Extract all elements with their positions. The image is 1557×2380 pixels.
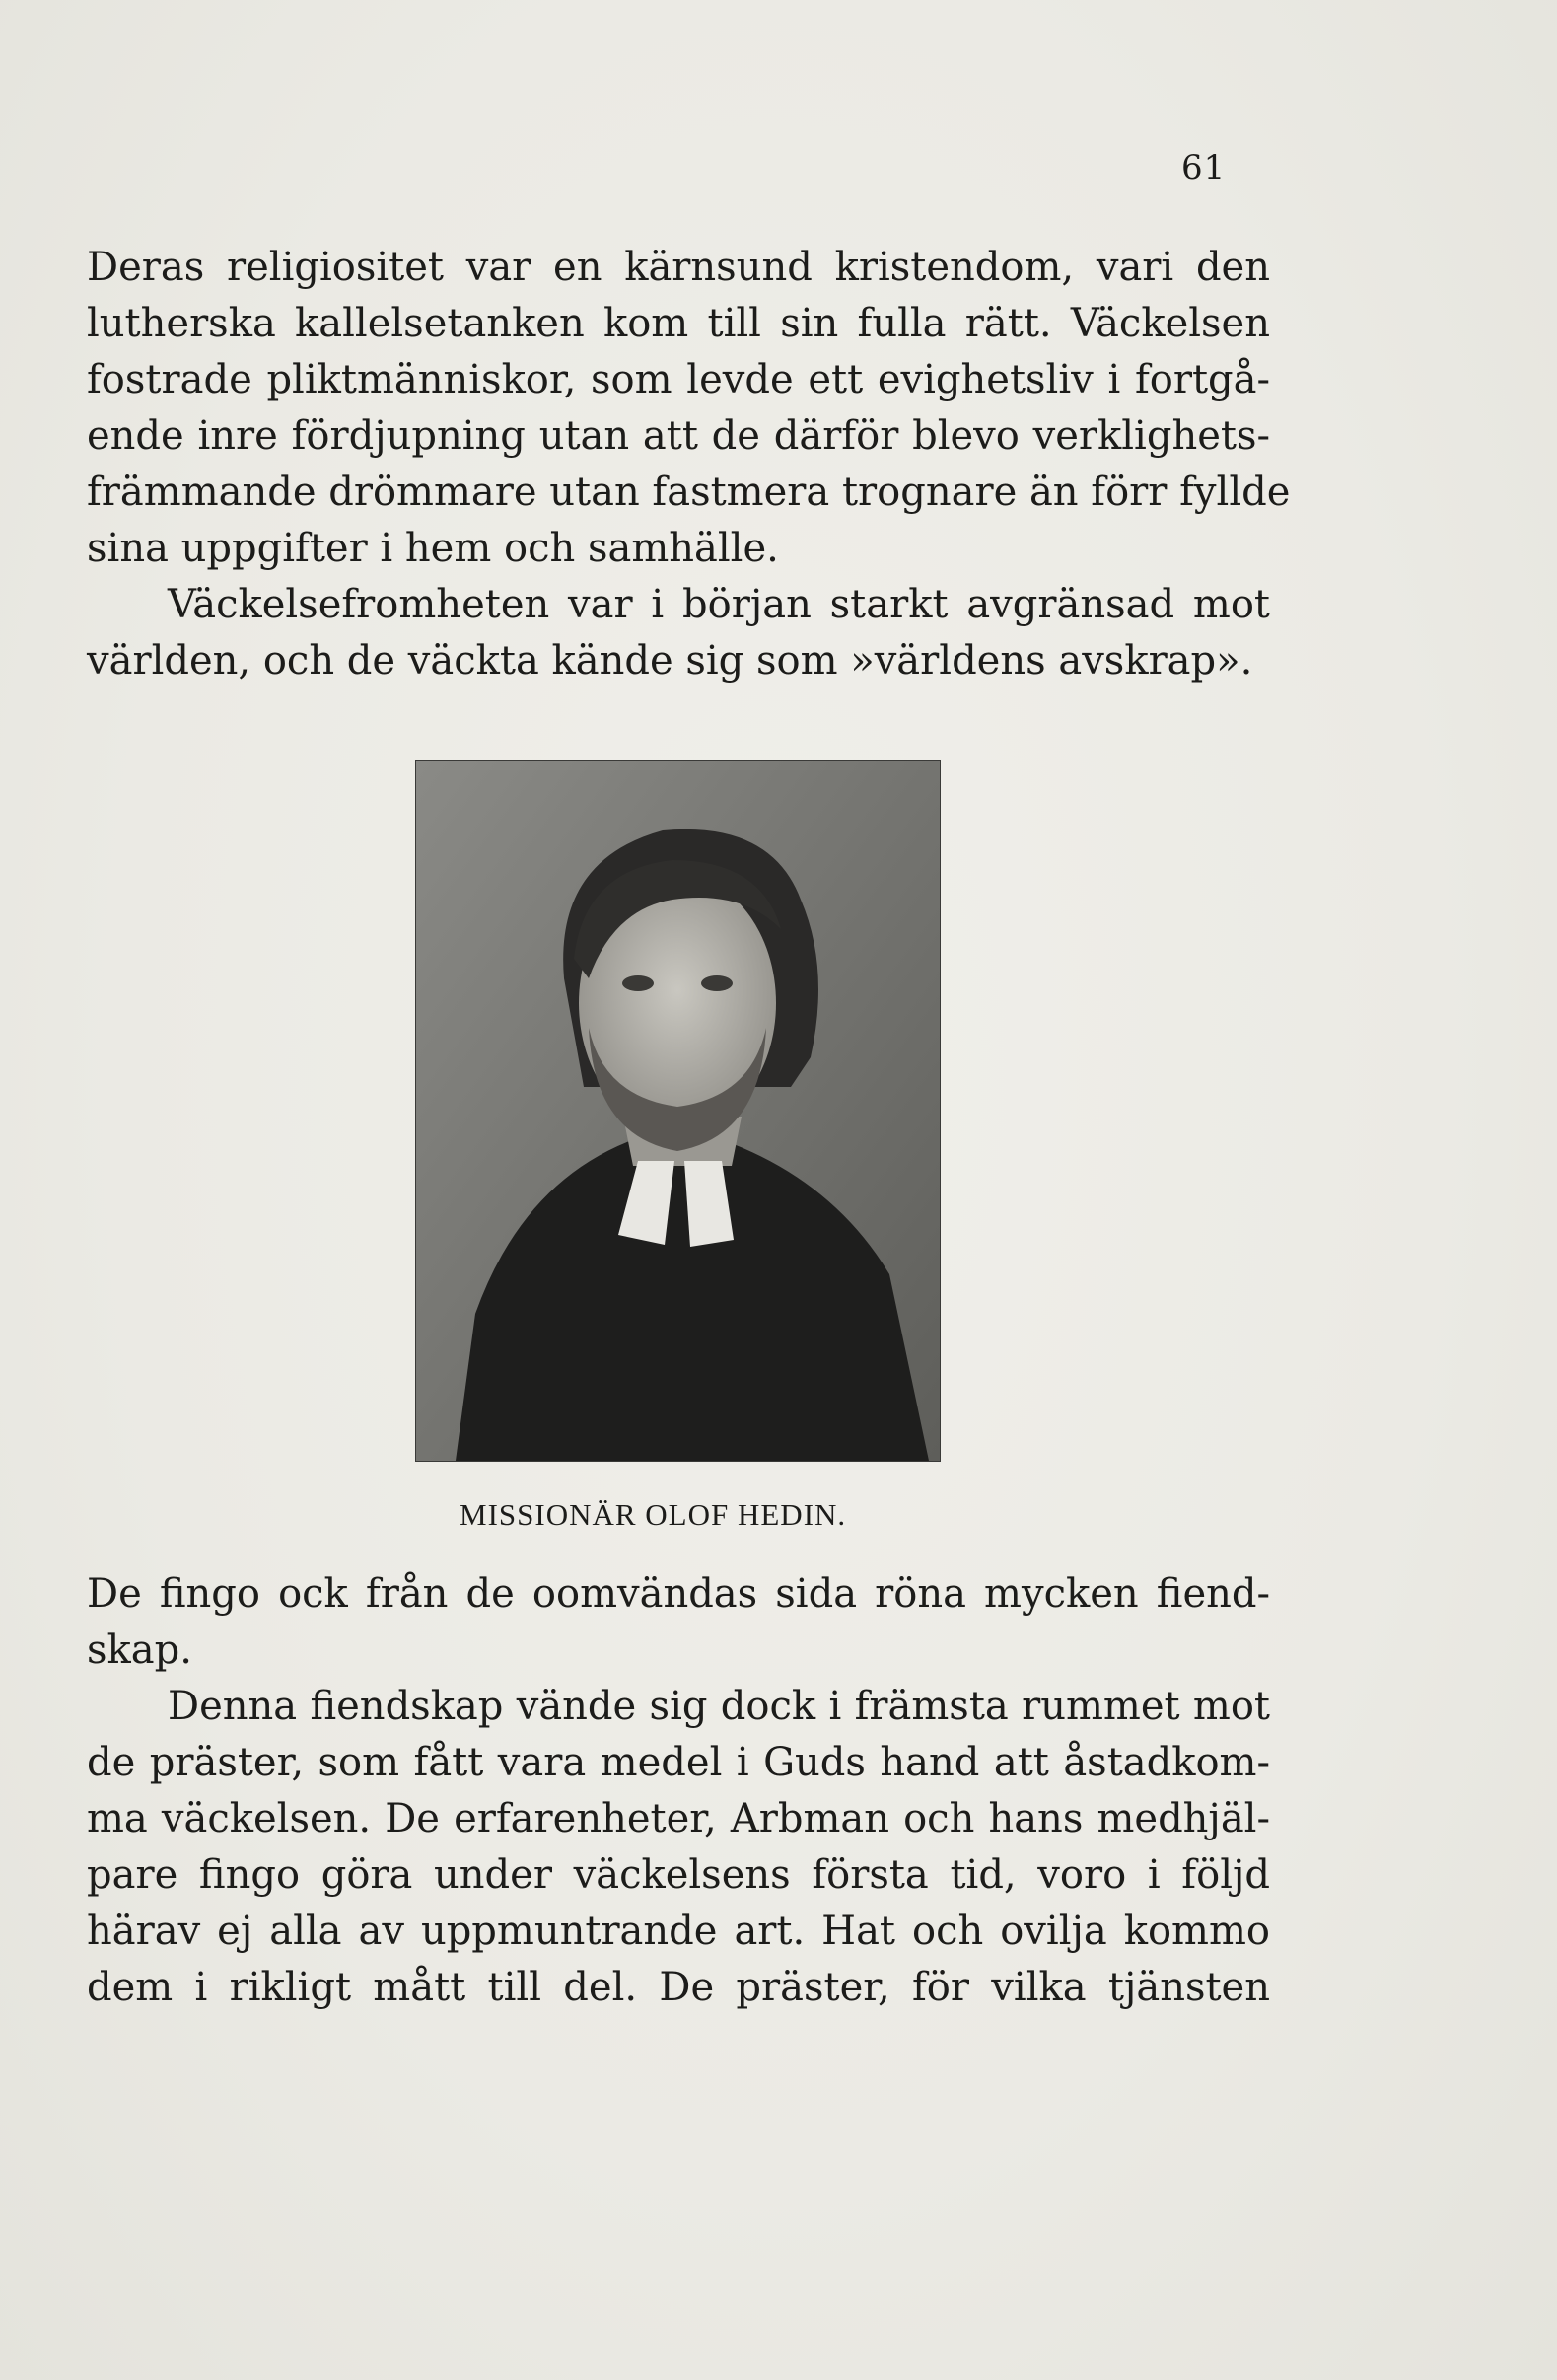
text-line: lutherska kallelsetanken kom till sin fulla rätt. Väckelsen xyxy=(87,301,1270,346)
paragraph-1 xyxy=(87,240,1291,689)
text-line: Väckelsefromheten var i början starkt avgränsad mot xyxy=(168,582,1270,627)
paragraph-2 xyxy=(87,1566,1270,2016)
text-line: pare fingo göra under väckelsens första tid, voro i följd xyxy=(87,1852,1270,1898)
portrait-photo xyxy=(415,760,941,1462)
text-line: världen, och de väckta kände sig som »världens avskrap». xyxy=(87,638,1253,684)
text-line: sina uppgifter i hem och samhälle. xyxy=(87,526,779,571)
text-line: främmande drömmare utan fastmera trognare än förr fyllde xyxy=(87,469,1291,515)
text-line: ma väckelsen. De erfarenheter, Arbman och hans medhjäl- xyxy=(87,1796,1270,1841)
text-line: Denna fiendskap vände sig dock i främsta rummet mot xyxy=(168,1684,1270,1729)
text-line: De fingo ock från de oomvändas sida röna mycken fiend- xyxy=(87,1571,1270,1617)
text-line: de präster, som fått vara medel i Guds hand att åstadkom- xyxy=(87,1740,1270,1785)
text-line: dem i rikligt mått till del. De präster, för vilka tjänsten xyxy=(87,1965,1270,2010)
text-line: härav ej alla av uppmuntrande art. Hat och ovilja kommo xyxy=(87,1909,1270,1954)
text-line: ende inre fördjupning utan att de därför blevo verklighets- xyxy=(87,413,1270,459)
page-number: 61 xyxy=(1181,148,1227,187)
photo-caption: MISSIONÄR OLOF HEDIN. xyxy=(460,1497,847,1532)
text-line: fostrade pliktmänniskor, som levde ett evighetsliv i fortgå- xyxy=(87,357,1270,402)
text-line: skap. xyxy=(87,1627,192,1673)
portrait-illustration xyxy=(416,761,940,1461)
text-line: Deras religiositet var en kärnsund kristendom, vari den xyxy=(87,245,1270,290)
